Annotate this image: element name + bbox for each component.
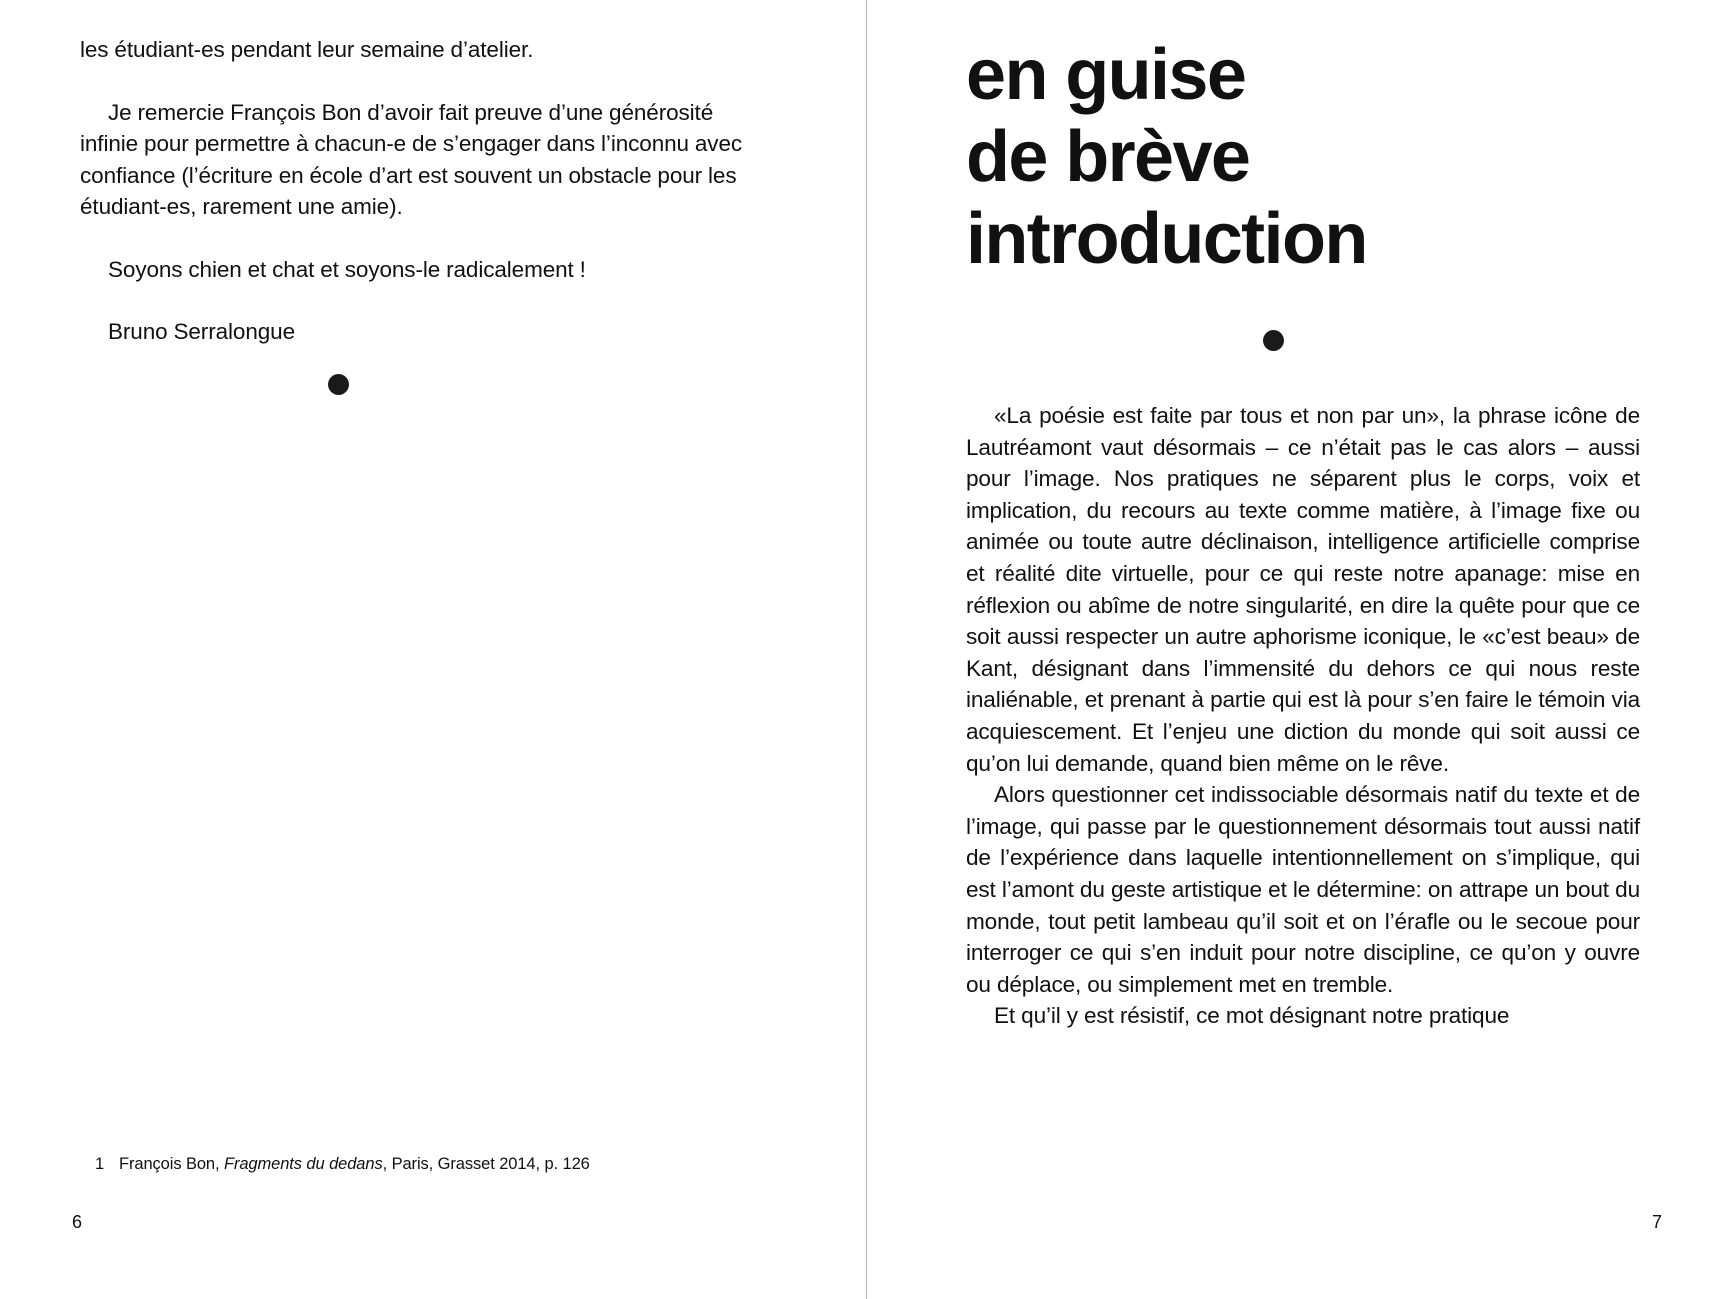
page-number-left: 6 (72, 1212, 83, 1232)
footnote-author: François Bon, (119, 1155, 224, 1173)
footnote-number: 1 (95, 1155, 105, 1173)
footnote-title: Fragments du dedans (223, 1155, 383, 1173)
paragraph-signature: Bruno Serralongue (108, 319, 295, 344)
page-number-right: 7 (1651, 1212, 1662, 1232)
bullet-dot-icon (328, 374, 349, 395)
paragraph-questionner: Alors questionner cet indissociable désormais natif du texte et de l’image, qui passe par le questionnement désormais tout aussi natif de l’expérience dans laquelle intentionnellement on s’implique, qui est l’amont du geste artistique et le détermine: on attrape un bout du monde, tout petit lambeau qu’il soit et on l’érafle ou le secoue pour interroger ce qui s’en induit pour notre discipline, ce qu’on y ouvre ou déplace, ou simplement met en tremble. (966, 782, 1640, 997)
paragraph-opening: les étudiant-es pendant leur semaine d’atelier. (80, 37, 534, 62)
chapter-title-line-3: introduction (966, 199, 1367, 279)
paragraph-thanks: Je remercie François Bon d’avoir fait preuve d’une générosité infinie pour permettre à chacun-e de s’engager dans l’inconnu avec confiance (l’écriture en école d’art est souvent un obstacle pour les étudiant-es, rarement une amie). (80, 99, 743, 219)
introduction-body (966, 400, 1640, 1032)
right-page (866, 0, 1732, 1299)
bullet-dot-icon (1263, 330, 1284, 351)
chapter-title (966, 34, 1640, 280)
paragraph-slogan: Soyons chien et chat et soyons-le radicalement ! (108, 256, 586, 282)
section-ornament-right (936, 330, 1610, 356)
footnote-reference: , Paris, Grasset 2014, p. 126 (382, 1155, 590, 1173)
paragraph-resistif: Et qu’il y est résistif, ce mot désignant notre pratique (994, 1003, 1510, 1029)
chapter-title-line-2: de brève (966, 117, 1250, 197)
footnote-1 (95, 1153, 590, 1175)
chapter-title-line-1: en guise (966, 35, 1246, 115)
section-ornament-left (0, 374, 686, 400)
paragraph-poesie: «La poésie est faite par tous et non par un», la phrase icône de Lautréamont vaut désormais – ce n’était pas le cas alors – aussi pour l’image. Nos pratiques ne séparent plus le corps, voix et implication, du recours au texte comme matière, à l’image fixe ou animée ou toute autre déclinaison, intelligence artificielle comprise et réalité dite virtuelle, pour ce qui reste notre apanage: mise en réflexion ou abîme de notre singularité, en dire la quête pour que ce soit aussi respecter un autre aphorisme iconique, le «c’est beau» de Kant, désignant dans l’immensité du dehors ce qui nous reste inaliénable, et prenant à partie qui est là pour s’en faire le témoin via acquiescement. Et l’enjeu une diction du monde qui soit aussi ce qu’on lui demande, quand bien même on le rêve. (966, 403, 1640, 776)
